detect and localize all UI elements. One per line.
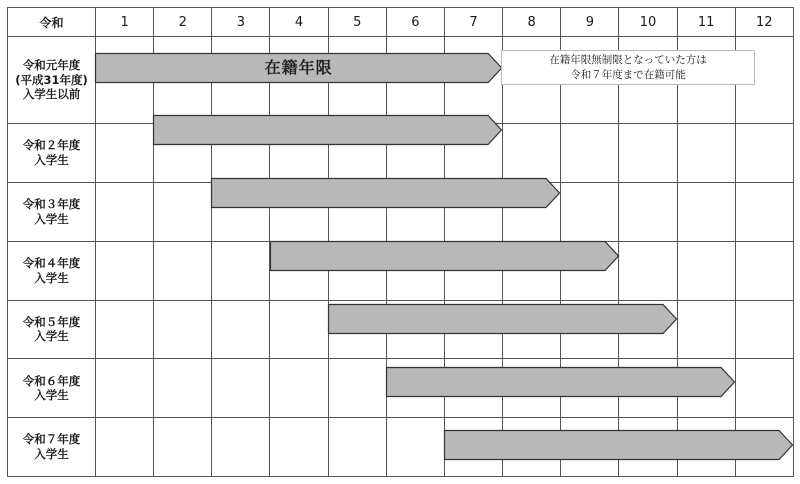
arrow-shape-icon [444, 430, 793, 460]
enrollment-period-arrow [270, 241, 619, 271]
year-header: 8 [503, 8, 561, 37]
era-header: 令和 [8, 8, 96, 37]
unlimited-note: 在籍年限無制限となっていた方は 令和７年度まで在籍可能 [501, 50, 755, 85]
row-label: 令和６年度 入学生 [8, 359, 96, 418]
row-label: 令和３年度 入学生 [8, 183, 96, 242]
arrow-shape-icon [153, 115, 502, 145]
year-header: 2 [154, 8, 212, 37]
enrollment-period-arrow [328, 304, 677, 334]
header-row [8, 8, 794, 37]
year-header: 9 [561, 8, 619, 37]
enrollment-period-arrow [153, 115, 502, 145]
enrollment-period-arrow [386, 367, 735, 397]
bar-label: 在籍年限 [264, 57, 333, 77]
enrollment-period-arrow [211, 178, 560, 208]
year-header: 11 [677, 8, 735, 37]
arrow-shape-icon [328, 304, 677, 334]
enrollment-period-arrow [444, 430, 793, 460]
year-header: 7 [444, 8, 502, 37]
year-header: 12 [735, 8, 793, 37]
year-header: 1 [96, 8, 154, 37]
arrow-shape-icon [211, 178, 560, 208]
year-header: 4 [270, 8, 328, 37]
year-header: 10 [619, 8, 677, 37]
arrow-shape-icon [270, 241, 619, 271]
year-header: 3 [212, 8, 270, 37]
arrow-shape-icon [386, 367, 735, 397]
enrollment-period-arrow [95, 53, 502, 83]
row-label: 令和元年度 (平成31年度) 入学生以前 [8, 37, 96, 124]
row-label: 令和４年度 入学生 [8, 241, 96, 300]
year-header: 5 [328, 8, 386, 37]
year-header: 6 [386, 8, 444, 37]
row-label: 令和５年度 入学生 [8, 300, 96, 359]
row-label: 令和７年度 入学生 [8, 418, 96, 477]
row-label: 令和２年度 入学生 [8, 124, 96, 183]
